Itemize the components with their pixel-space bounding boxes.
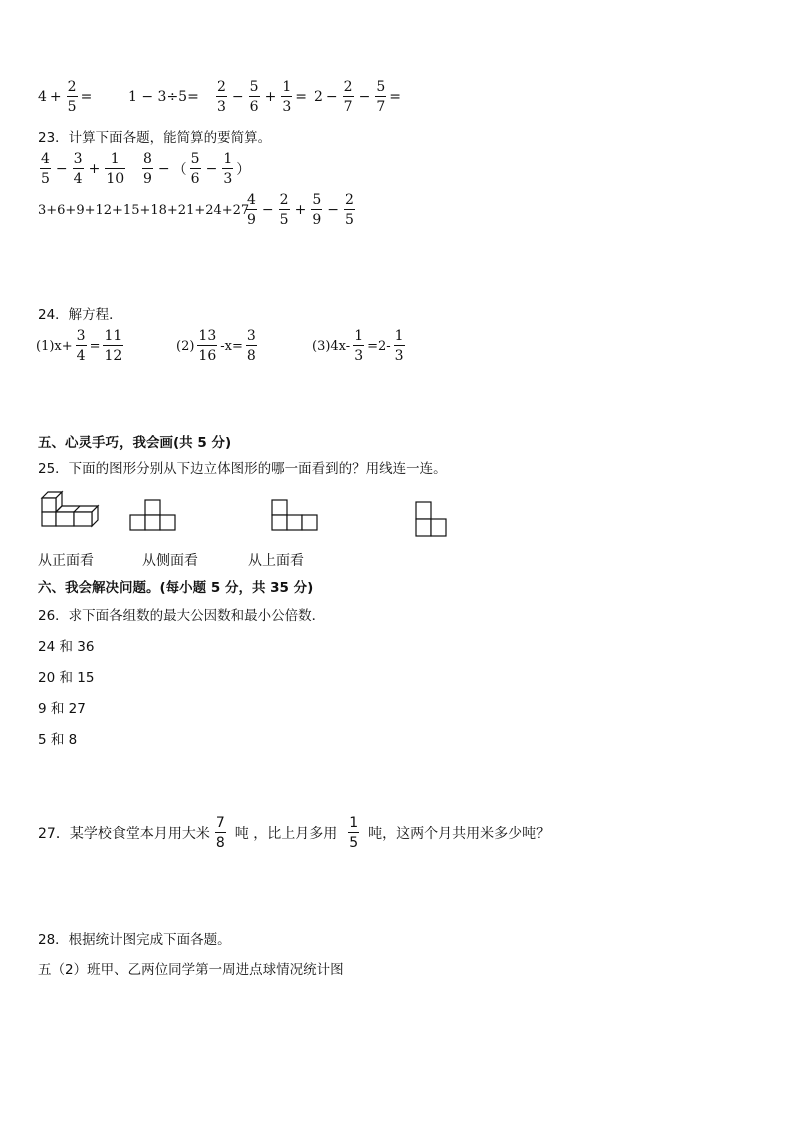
- question-28-title: 28．根据统计图完成下面各题。: [38, 932, 231, 948]
- solid-figure: [38, 492, 100, 534]
- q26-item: 20 和 15: [38, 670, 95, 686]
- view-label-front: 从正面看: [38, 553, 94, 569]
- question-24-title: 24．解方程．: [38, 307, 123, 323]
- q23-expr-2: $\frac{8}{9}$ − （ $\frac{5}{6}$ − $\frac{1}{3}$ ）: [143, 151, 251, 187]
- q26-item: 5 和 8: [38, 732, 78, 748]
- question-26-title: 26．求下面各组数的最大公因数和最小公倍数．: [38, 608, 326, 624]
- question-25-title: 25．下面的图形分别从下边立体图形的哪一面看到的？用线连一连。: [38, 461, 447, 477]
- q26-item: 9 和 27: [38, 701, 86, 717]
- expr-line1-2: 1 − 3÷5=: [128, 89, 199, 105]
- section-5-title: 五、心灵手巧，我会画(共 5 分): [38, 435, 232, 451]
- q24-equation-3: (3)4x- $\frac{1}{3}$ =2- $\frac{1}{3}$: [312, 328, 404, 364]
- q23-expr-1: $\frac{4}{5}$ − $\frac{3}{4}$ + $\frac{1}{10}$: [41, 151, 125, 187]
- view-shape-2: [272, 500, 320, 536]
- question-27: 27．某学校食堂本月用大米 $\frac{7}{8}$ 吨 ，比上月多用 $\frac{1}{5}$ 吨，这两个月共用米多少吨？: [38, 815, 551, 851]
- expr-line1-3: $\frac{2}{3}$ − $\frac{5}{6}$ + $\frac{1}{3}$ =: [217, 79, 307, 115]
- chart-title: 五（2）班甲、乙两位同学第一周进点球情况统计图: [38, 962, 344, 978]
- q23-expr-3: 3+6+9+12+15+18+21+24+27: [38, 203, 250, 218]
- view-shape-3: [414, 500, 448, 540]
- q24-equation-1: (1)x+ $\frac{3}{4}$ = $\frac{11}{12}$: [36, 328, 123, 364]
- fraction: $\frac{2}{5}$: [67, 79, 77, 115]
- view-label-top: 从上面看: [248, 553, 304, 569]
- view-shape-1: [130, 498, 178, 534]
- expr-line1-4: 2 − $\frac{2}{7}$ − $\frac{5}{7}$ =: [314, 79, 401, 115]
- section-6-title: 六、我会解决问题。(每小题 5 分，共 35 分): [38, 580, 314, 596]
- view-label-side: 从侧面看: [142, 553, 198, 569]
- question-23-title: 23．计算下面各题，能简算的要简算。: [38, 130, 272, 146]
- expr-line1-1: 4 + $\frac{2}{5}$ =: [38, 79, 93, 115]
- q26-item: 24 和 36: [38, 639, 95, 655]
- q24-equation-2: (2) $\frac{13}{16}$ -x= $\frac{3}{8}$: [176, 328, 256, 364]
- q23-expr-4: $\frac{4}{9}$ − $\frac{2}{5}$ + $\frac{5}{9}$ − $\frac{2}{5}$: [247, 192, 354, 228]
